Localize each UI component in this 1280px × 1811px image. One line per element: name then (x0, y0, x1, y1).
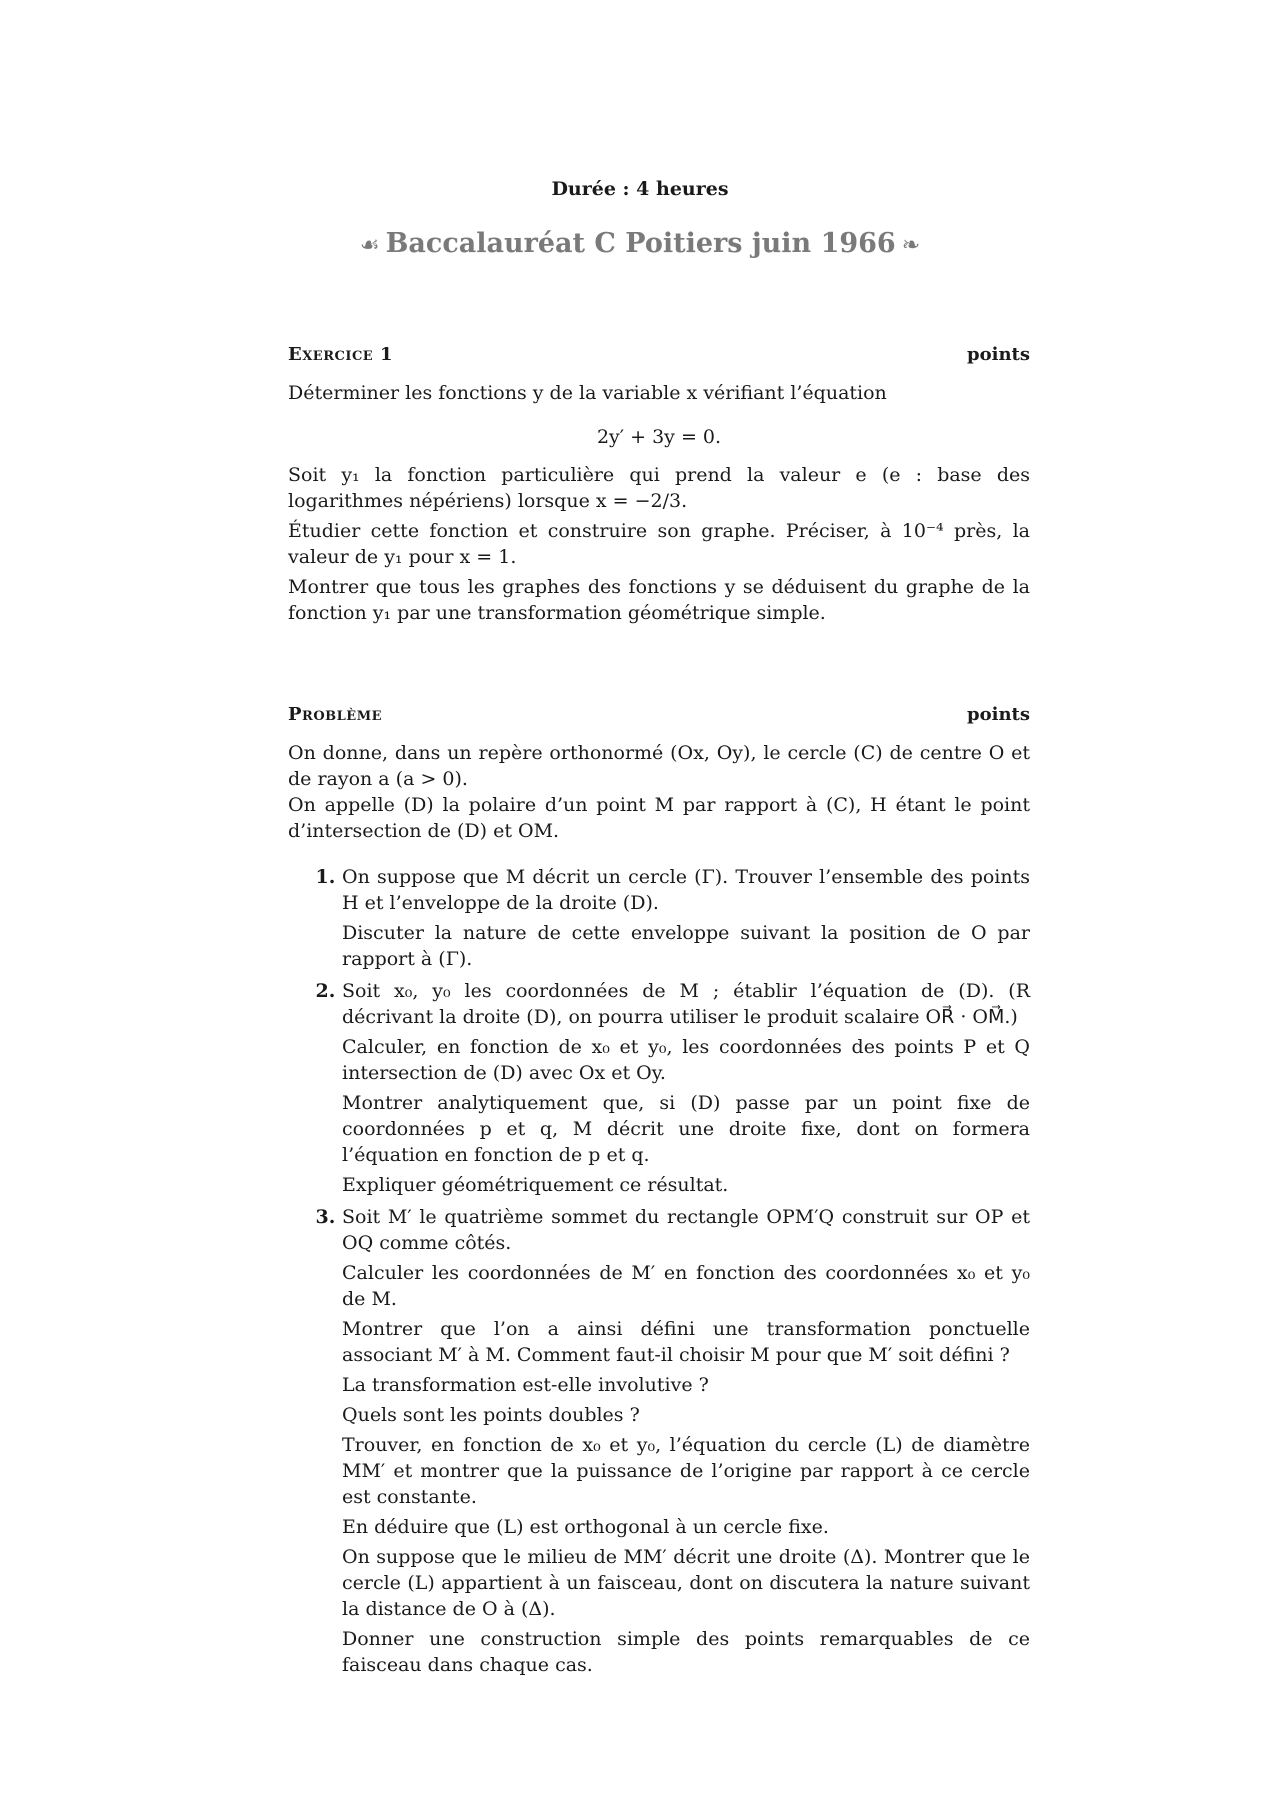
question-3-part-8: On suppose que le milieu de MM′ décrit une droite (Δ). Montrer que le cercle (L) appartient à un faisceau, dont on discutera la nature suivant la distance de O à (Δ). (342, 1546, 1030, 1620)
question-3-part-3: Montrer que l’on a ainsi défini une transformation ponctuelle associant M′ à M. Comment faut-il choisir M pour que M′ soit défini ? (342, 1318, 1030, 1366)
exercice-1-intro: Déterminer les fonctions y de la variable x vérifiant l’équation (288, 382, 887, 404)
probleme-intro-2: On appelle (D) la polaire d’un point M par rapport à (C), H étant le point d’intersection de (D) et OM. (288, 794, 1030, 842)
question-3-part-5: Quels sont les points doubles ? (342, 1404, 640, 1426)
question-2 (342, 978, 1030, 1198)
question-3-part-9: Donner une construction simple des points remarquables de ce faisceau dans chaque cas. (342, 1628, 1030, 1676)
probleme-intro-1: On donne, dans un repère orthonormé (Ox, Oy), le cercle (C) de centre O et de rayon a (a > 0). (288, 742, 1030, 790)
question-3 (342, 1204, 1030, 1678)
probleme-section (288, 702, 1030, 1684)
exam-title-line (0, 228, 1280, 259)
exam-duration: Durée : 4 heures (551, 178, 729, 200)
question-3-part-2: Calculer les coordonnées de M′ en fonction des coordonnées x₀ et y₀ de M. (342, 1262, 1030, 1310)
question-1 (342, 864, 1030, 972)
exam-title: Baccalauréat C Poitiers juin 1966 (385, 228, 896, 259)
question-2-part-3: Montrer analytiquement que, si (D) passe par un point fixe de coordonnées p et q, M décrit une droite fixe, dont on formera l’équation en fonction de p et q. (342, 1092, 1030, 1166)
ornament-left-icon: ☙ (359, 233, 380, 258)
question-3-part-4: La transformation est-elle involutive ? (342, 1374, 709, 1396)
exercice-1-paragraph-3: Montrer que tous les graphes des fonctions y se déduisent du graphe de la fonction y₁ par une transformation géométrique simple. (288, 576, 1030, 624)
ornament-right-icon: ❧ (901, 233, 921, 258)
question-list (288, 864, 1030, 1678)
question-3-part-7: En déduire que (L) est orthogonal à un cercle fixe. (342, 1516, 829, 1538)
question-2-part-4: Expliquer géométriquement ce résultat. (342, 1174, 729, 1196)
question-1-part-2: Discuter la nature de cette enveloppe suivant la position de O par rapport à (Γ). (342, 922, 1030, 970)
exercice-1-equation: 2y′ + 3y = 0. (596, 426, 722, 448)
exercice-1-header (288, 342, 1030, 368)
exercice-1-paragraph-2: Étudier cette fonction et construire son graphe. Préciser, à 10⁻⁴ près, la valeur de y₁ pour x = 1. (288, 520, 1030, 568)
exercice-1-section (288, 342, 1030, 626)
exercice-1-heading: Exercice 1 (288, 344, 393, 365)
question-1-part-1: 1. On suppose que M décrit un cercle (Γ). Trouver l’ensemble des points H et l’enveloppe de la droite (D). (342, 866, 1030, 914)
question-2-part-1: 2. Soit x₀, y₀ les coordonnées de M ; établir l’équation de (D). (R décrivant la droite (D), on pourra utiliser le produit scalaire OR⃗ · OM⃗.) (342, 980, 1030, 1028)
probleme-points: points (967, 704, 1030, 725)
probleme-heading: Problème (288, 704, 382, 725)
exercice-1-points: points (967, 344, 1030, 365)
question-3-part-6: Trouver, en fonction de x₀ et y₀, l’équation du cercle (L) de diamètre MM′ et montrer que la puissance de l’origine par rapport à ce cercle est constante. (342, 1434, 1030, 1508)
question-2-part-2: Calculer, en fonction de x₀ et y₀, les coordonnées des points P et Q intersection de (D) avec Ox et Oy. (342, 1036, 1030, 1084)
probleme-header (288, 702, 1030, 728)
question-3-part-1: 3. Soit M′ le quatrième sommet du rectangle OPM′Q construit sur OP et OQ comme côtés. (342, 1206, 1030, 1254)
exercice-1-paragraph-1: Soit y₁ la fonction particulière qui prend la valeur e (e : base des logarithmes népériens) lorsque x = −2/3. (288, 464, 1030, 512)
